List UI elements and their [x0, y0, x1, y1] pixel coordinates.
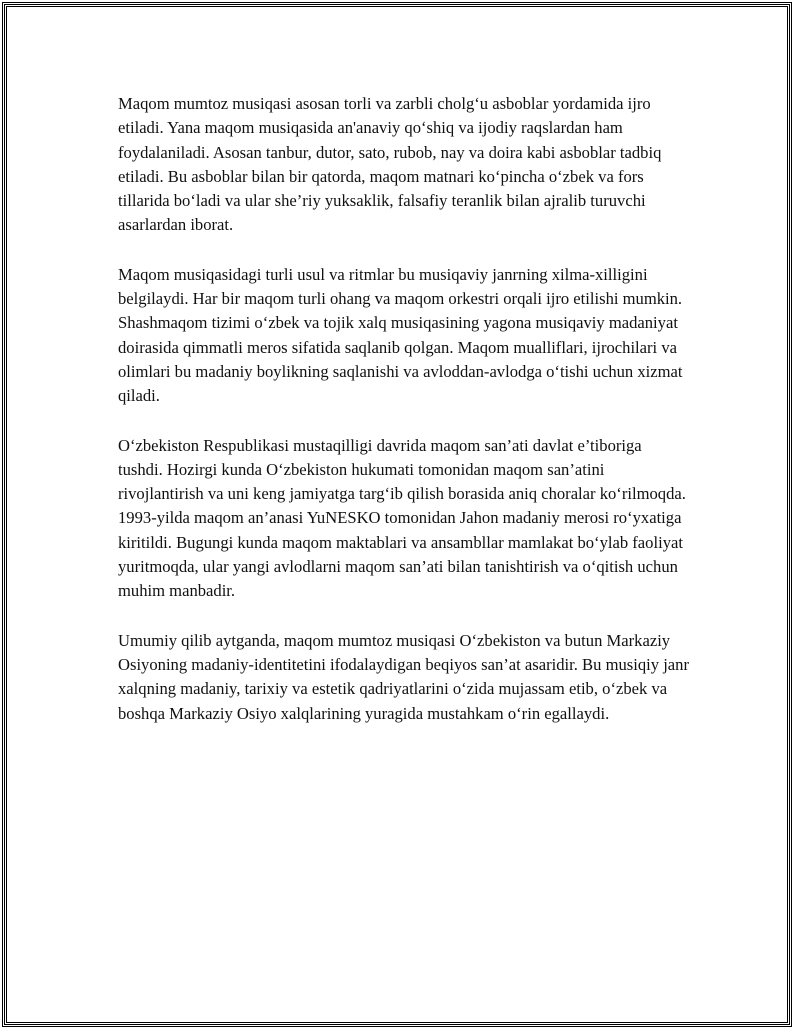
- paragraph-2: Maqom musiqasidagi turli usul va ritmlar bu musiqaviy janrning xilma-xilligini belgilaydi. Har bir maqom turli ohang va maqom orkestri orqali ijro etilishi mumkin. Shashmaqom tizimi o‘zbek va tojik xalq musiqasining yagona musiqaviy madaniyat doirasida qimmatli meros sifatida saqlanib qolgan. Maqom mualliflari, ijrochilari va olimlari bu madaniy boylikning saqlanishi va avloddan-avlodga o‘tishi uchun xizmat qiladi.: [118, 264, 683, 406]
- document-body: [118, 92, 690, 751]
- paragraph-4: Umumiy qilib aytganda, maqom mumtoz musiqasi O‘zbekiston va butun Markaziy Osiyoning madaniy-identitetini ifodalaydigan beqiyos san’at asaridir. Bu musiqiy janr xalqning madaniy, tarixiy va estetik qadriyatlarini o‘zida mujassam etib, o‘zbek va boshqa Markaziy Osiyo xalqlarining yuragida mustahkam o‘rin egallaydi.: [118, 630, 689, 723]
- paragraph-1: Maqom mumtoz musiqasi asosan torli va zarbli cholg‘u asboblar yordamida ijro etiladi. Yana maqom musiqasida an'anaviy qo‘shiq va ijodiy raqslardan ham foydalaniladi. Asosan tanbur, dutor, sato, rubob, nay va doira kabi asboblar tadbiq etiladi. Bu asboblar bilan bir qatorda, maqom matnari ko‘pincha o‘zbek va fors tillarida bo‘ladi va ular she’riy yuksaklik, falsafiy teranlik bilan ajralib turuvchi asarlardan iborat.: [118, 94, 662, 235]
- paragraph-3: O‘zbekiston Respublikasi mustaqilligi davrida maqom san’ati davlat e’tiboriga tushdi. Hozirgi kunda O‘zbekiston hukumati tomonidan maqom san’atini rivojlantirish va uni keng jamiyatga targ‘ib qilish borasida aniq choralar ko‘rilmoqda. 1993-yilda maqom an’anasi YuNESKO tomonidan Jahon madaniy merosi ro‘yxatiga kiritildi. Bugungi kunda maqom maktablari va ansambllar mamlakat bo‘ylab faoliyat yuritmoqda, ular yangi avlodlarni maqom san’ati bilan tanishtirish va o‘qitish uchun muhim manbadir.: [118, 435, 686, 601]
